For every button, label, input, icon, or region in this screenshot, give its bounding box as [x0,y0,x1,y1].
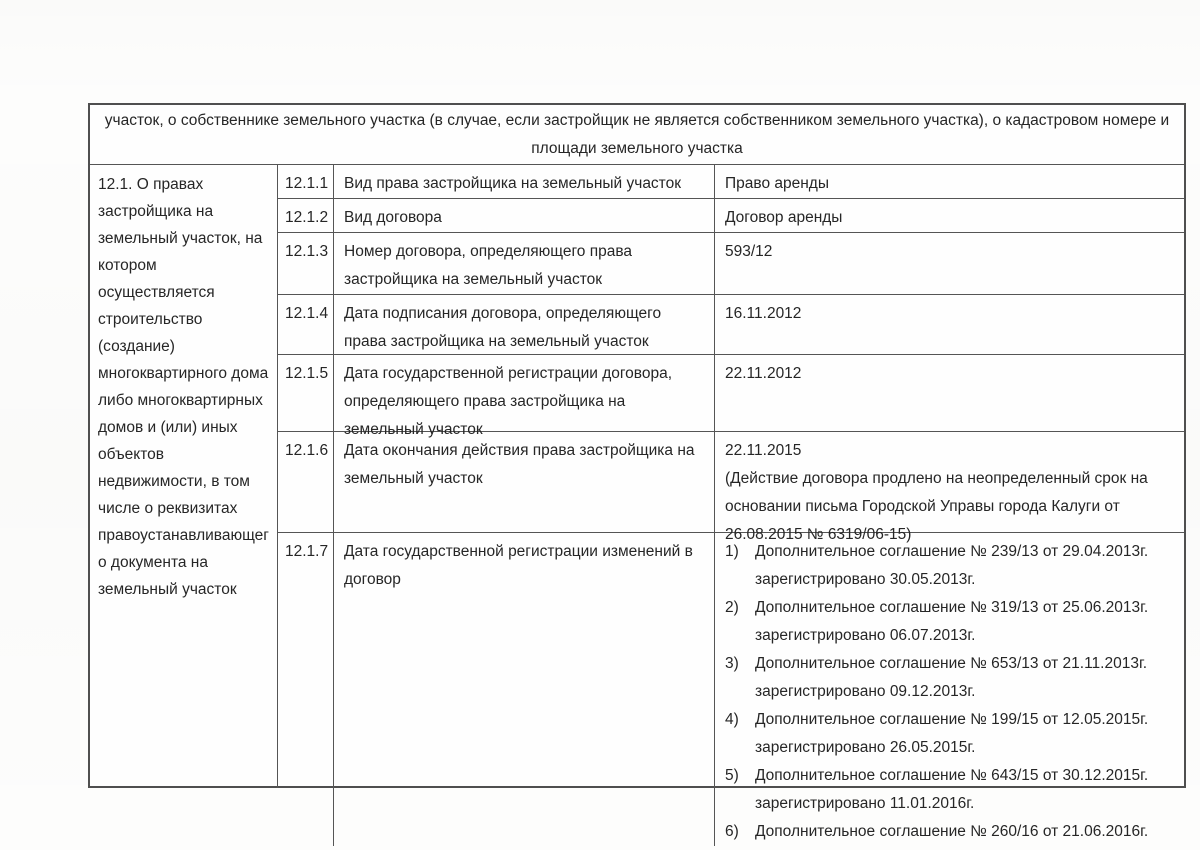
list-marker: 2) [725,599,739,616]
row-value: 22.11.2012 [725,365,802,382]
row-value: 593/12 [725,243,773,260]
row-label: Номер договора, определяющего права застройщика на земельный участок [334,233,715,294]
row-value: 16.11.2012 [725,305,802,322]
list-marker: 1) [725,543,739,560]
row-label: Дата окончания действия права застройщика на земельный участок [334,432,715,532]
agreement-text: Дополнительное соглашение № 319/13 от 25.06.2013г. зарегистрировано 06.07.2013г. [755,599,1149,644]
agreement-text: Дополнительное соглашение № 643/15 от 30.12.2015г. зарегистрировано 11.01.2016г. [755,767,1149,812]
agreement-item [725,706,1174,762]
agreement-item [725,538,1174,594]
row-value [715,533,1184,846]
row-value: Договор аренды [725,209,843,226]
extension-note: (Действие договора продлено на неопределенный срок на основании письма Городской Управы города Калуги от 26.08.2015 № 6319/06-15) [725,470,1148,543]
list-marker: 4) [725,711,739,728]
row-number: 12.1.3 [278,233,334,294]
agreement-item [725,650,1174,706]
table-row-12-1-6 [278,432,1184,543]
agreement-text: Дополнительное соглашение № 239/13 от 29.04.2013г. зарегистрировано 30.05.2013г. [755,543,1149,588]
row-number: 12.1.7 [278,533,334,846]
section-12-1-label: 12.1. О правах застройщика на земельный участок, на котором осуществляется строительство (создание) многоквартирного дома либо многоквартирных домов и (или) иных объектов недвижимости, в том числе о реквизитах правоустанавливающего документа на земельный участок [90,165,278,788]
land-rights-table [88,103,1186,840]
row-number: 12.1.2 [278,199,334,232]
row-number: 12.1.4 [278,295,334,354]
agreement-list [725,538,1174,846]
table-row-12-1-4 [278,295,1184,355]
row-label: Вид права застройщика на земельный участок [334,165,715,198]
table-row-12-1-2 [278,199,1184,233]
list-marker: 3) [725,655,739,672]
table-row-12-1-5 [278,355,1184,438]
agreement-item [725,762,1174,818]
table-row-12-1-3 [278,233,1184,295]
row-label: Дата государственной регистрации договора, определяющего права застройщика на земельный участок [334,355,715,431]
row-value [715,432,1184,543]
agreement-text: Дополнительное соглашение № 653/13 от 21.11.2013г. зарегистрировано 09.12.2013г. [755,655,1148,700]
agreement-text: Дополнительное соглашение № 199/15 от 12.05.2015г. зарегистрировано 26.05.2015г. [755,711,1149,756]
agreement-item [725,818,1174,846]
row-number: 12.1.1 [278,165,334,198]
row-value: Право аренды [725,175,829,192]
row-label: Вид договора [334,199,715,232]
list-marker: 5) [725,767,739,784]
row-number: 12.1.5 [278,355,334,431]
agreement-text: Дополнительное соглашение № 260/16 от 21.06.2016г. [755,823,1149,840]
table-row-12-1-1 [278,165,1184,199]
table-rows [278,165,1184,840]
row-label: Дата подписания договора, определяющего права застройщика на земельный участок [334,295,715,354]
list-marker: 6) [725,823,739,840]
expiry-date: 22.11.2015 [725,442,802,459]
table-continuation-header: участок, о собственнике земельного участка (в случае, если застройщик не является собственником земельного участка), о кадастровом номере и площади земельного участка [90,105,1184,165]
table-row-12-1-7 [278,533,1184,846]
table-body [90,165,1184,840]
row-label: Дата государственной регистрации изменений в договор [334,533,715,846]
agreement-item [725,594,1174,650]
row-number: 12.1.6 [278,432,334,532]
